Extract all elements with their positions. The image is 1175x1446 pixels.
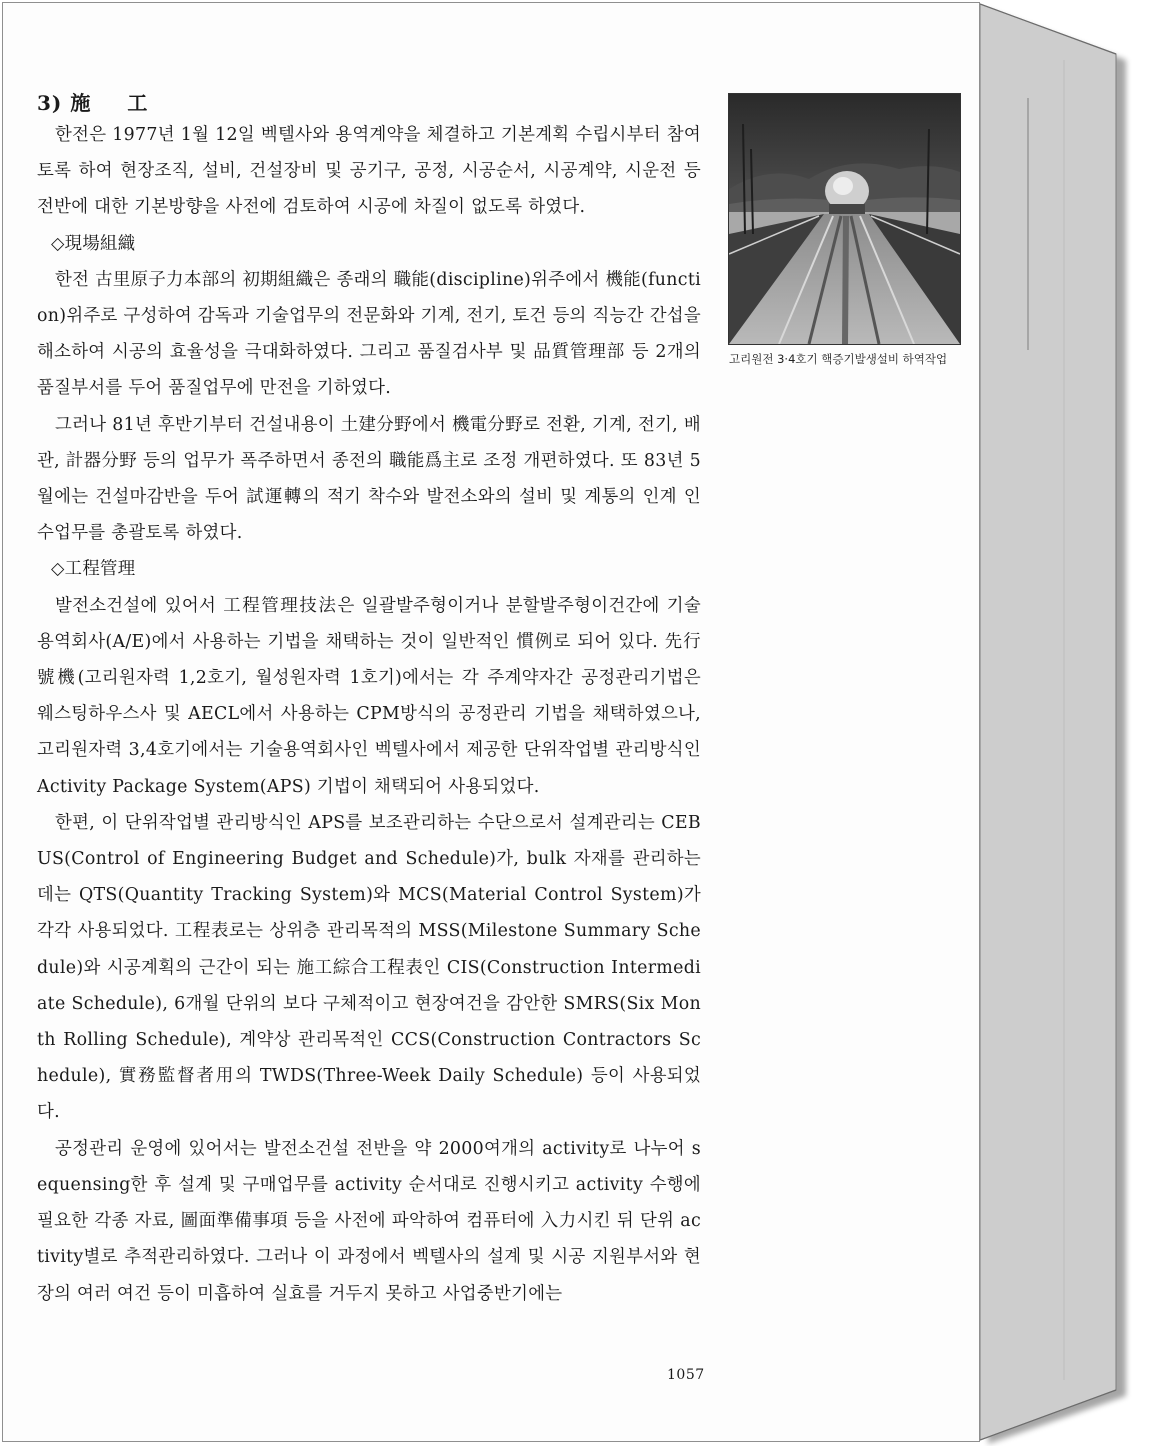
paragraph: 공정관리 운영에 있어서는 발전소건설 전반을 약 2000여개의 activity로 나누어 sequensing한 후 설계 및 구매업무를 activity 순서대로 진행시키고 activity 수행에 필요한 각종 자료, 圖面準備事項 등을 사전에 파악하여 컴퓨터에 入力시킨 뒤 단위 activity별로 추적관리하였다. 그러나 이 과정에서 벡텔사의 설계 및 시공 지원부서와 현장의 여러 여건 등이 미흡하여 실효를 거두지 못하고 사업중반기에는	[37, 1138, 701, 1304]
book-fore-edge	[980, 0, 1175, 1446]
subheading-site-organization: ◇現場組織	[51, 233, 136, 254]
section-number: 3)	[37, 91, 63, 115]
section-title-right: 工	[127, 91, 149, 115]
paragraph: 그러나 81년 후반기부터 건설내용이 土建分野에서 機電分野로 전환, 기계, 전기, 배관, 計器分野 등의 업무가 폭주하면서 종전의 職能爲主로 조정 개편하였다. 또 83년 5월에는 건설마감반을 두어 試運轉의 적기 착수와 발전소와의 설비 및 계통의 인계 인수업무를 총괄토록 하였다.	[37, 414, 701, 544]
paragraph: 한전 古里原子力本部의 初期組織은 종래의 職能(discipline)위주에서 機能(function)위주로 구성하여 감독과 기술업무의 전문화와 기계, 전기, 토건 등의 직능간 간섭을 해소하여 시공의 효율성을 극대화하였다. 그리고 품질검사부 및 品質管理部 등 2개의 품질부서를 두어 품질업무에 만전을 기하였다.	[37, 269, 701, 399]
book-page	[2, 2, 980, 1442]
body-text	[37, 117, 701, 1312]
section-title-left: 施	[70, 91, 92, 115]
subheading-process-management: ◇工程管理	[51, 559, 136, 580]
section-heading	[37, 87, 148, 116]
photo-image	[729, 94, 960, 344]
page-number: 1057	[667, 1367, 705, 1383]
photo-caption: 고리원전 3·4호기 핵증기발생설비 하역작업	[729, 352, 948, 366]
paragraph: 한편, 이 단위작업별 관리방식인 APS를 보조관리하는 수단으로서 설계관리는 CEBUS(Control of Engineering Budget and Schedule)가, bulk 자재를 관리하는 데는 QTS(Quantity Tracking System)와 MCS(Material Control System)가 각각 사용되었다. 工程表로는 상위층 관리목적의 MSS(Milestone Summary Schedule)와 시공계획의 근간이 되는 施工綜合工程表인 CIS(Construction Intermediate Schedule), 6개월 단위의 보다 구체적이고 현장여건을 감안한 SMRS(Six Month Rolling Schedule), 계약상 관리목적인 CCS(Construction Contractors Schedule), 實務監督者用의 TWDS(Three-Week Daily Schedule) 등이 사용되었다.	[37, 812, 701, 1123]
page-stack-shape	[980, 0, 1175, 1446]
paragraph: 발전소건설에 있어서 工程管理技法은 일괄발주형이거나 분할발주형이건간에 기술용역회사(A/E)에서 사용하는 기법을 채택하는 것이 일반적인 慣例로 되어 있다. 先行號機(고리원자력 1,2호기, 월성원자력 1호기)에서는 각 주계약자간 공정관리기법은 웨스팅하우스사 및 AECL에서 사용하는 CPM방식의 공정관리 기법을 채택하였으나, 고리원자력 3,4호기에서는 기술용역회사인 벡텔사에서 제공한 단위작업별 관리방식인 Activity Package System(APS) 기법이 채택되어 사용되었다.	[37, 595, 701, 797]
paragraph: 한전은 1977년 1월 12일 벡텔사와 용역계약을 체결하고 기본계획 수립시부터 참여토록 하여 현장조직, 설비, 건설장비 및 공기구, 공정, 시공순서, 시공계약, 시운전 등 전반에 대한 기본방향을 사전에 검토하여 시공에 차질이 없도록 하였다.	[37, 125, 701, 218]
photo	[728, 93, 961, 345]
